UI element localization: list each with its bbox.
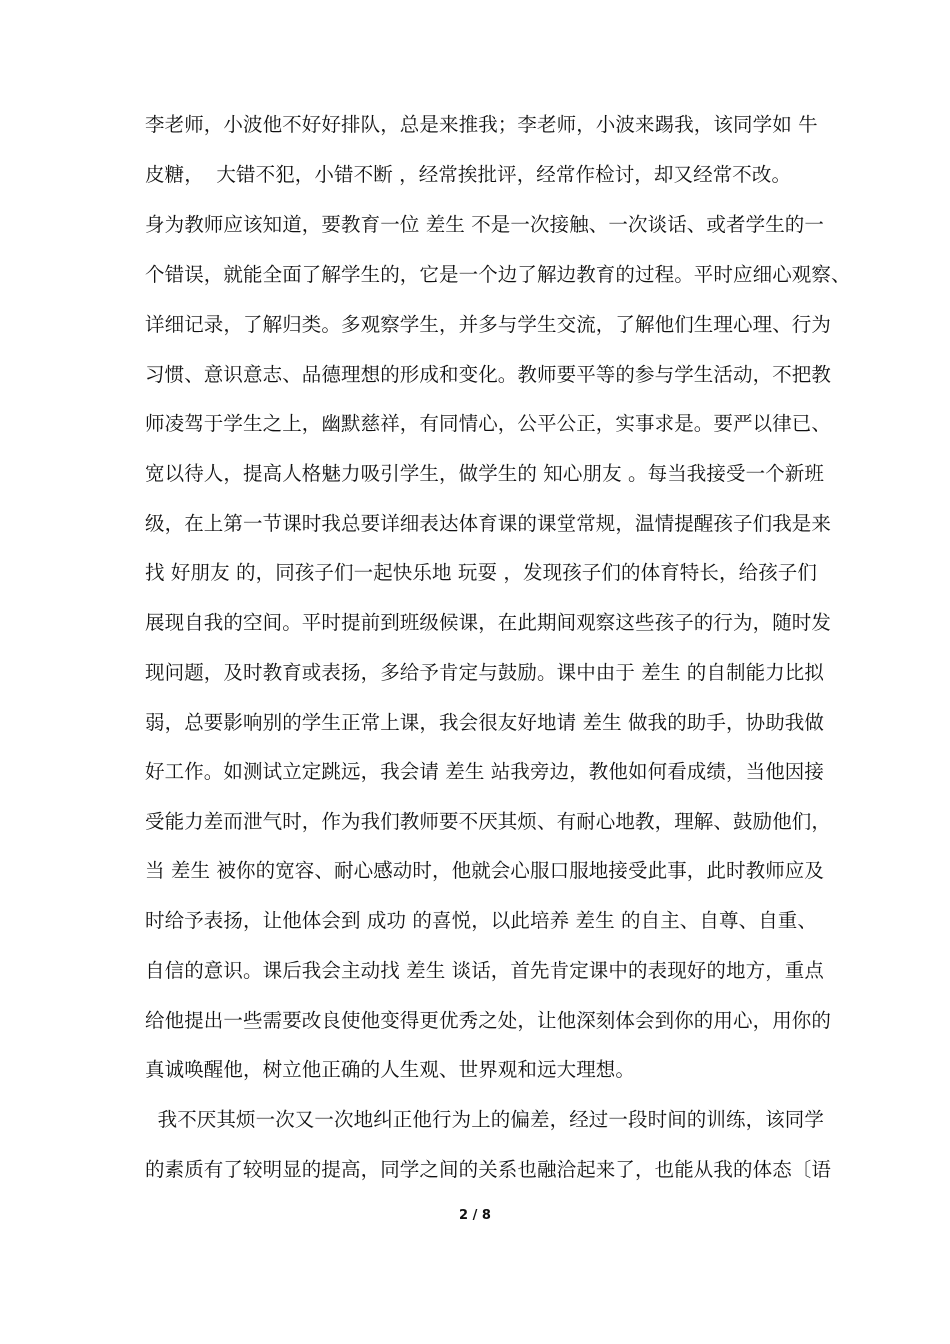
text-line: 自信的意识。课后我会主动找 差生 谈话，首先肯定课中的表现好的地方，重点 xyxy=(145,959,824,982)
text-line: 弱，总要影响别的学生正常上课，我会很友好地请 差生 做我的助手，协助我做 xyxy=(145,711,824,734)
text-line: 师凌驾于学生之上，幽默慈祥，有同情心，公平公正，实事求是。要严以律已、 xyxy=(145,412,832,435)
text-line: 真诚唤醒他，树立他正确的人生观、世界观和远大理想。 xyxy=(145,1058,636,1081)
text-line: 个错误，就能全面了解学生的，它是一个边了解边教育的过程。平时应细心观察、 xyxy=(145,263,851,286)
page-number: 2 / 8 xyxy=(459,1208,491,1223)
text-line: 我不厌其烦一次又一次地纠正他行为上的偏差，经过一段时间的训练，该同学 xyxy=(145,1108,824,1131)
text-line: 的素质有了较明显的提高，同学之间的关系也融洽起来了，也能从我的体态〔语 xyxy=(145,1158,832,1181)
text-line: 习惯、意识意志、品德理想的形成和变化。教师要平等的参与学生活动，不把教 xyxy=(145,363,832,386)
text-line: 现问题，及时教育或表扬，多给予肯定与鼓励。课中由于 差生 的自制能力比拟 xyxy=(145,661,824,684)
text-line: 好工作。如测试立定跳远，我会请 差生 站我旁边，教他如何看成绩，当他因接 xyxy=(145,760,824,783)
text-line: 展现自我的空间。平时提前到班级候课，在此期间观察这些孩子的行为，随时发 xyxy=(145,611,832,634)
text-line: 受能力差而泄气时，作为我们教师要不厌其烦、有耐心地教，理解、鼓励他们， xyxy=(145,810,832,833)
text-line: 时给予表扬，让他体会到 成功 的喜悦，以此培养 差生 的自主、自尊、自重、 xyxy=(145,909,817,932)
text-line: 给他提出一些需要改良使他变得更优秀之处，让他深刻体会到你的用心，用你的 xyxy=(145,1009,832,1032)
text-line: 宽以待人，提高人格魅力吸引学生，做学生的 知心朋友 。每当我接受一个新班 xyxy=(145,462,824,485)
text-line: 级，在上第一节课时我总要详细表达体育课的课堂常规，温情提醒孩子们我是来 xyxy=(145,512,832,535)
text-line: 找 好朋友 的，同孩子们一起快乐地 玩耍 ，发现孩子们的体育特长，给孩子们 xyxy=(145,561,817,584)
text-line: 身为教师应该知道，要教育一位 差生 不是一次接触、一次谈话、或者学生的一 xyxy=(145,213,824,236)
text-line: 当 差生 被你的宽容、耐心感动时，他就会心服口服地接受此事，此时教师应及 xyxy=(145,859,824,882)
text-line: 皮糖， 大错不犯，小错不断 ，经常挨批评，经常作检讨，却又经常不改。 xyxy=(145,163,792,186)
text-line: 李老师，小波他不好好排队，总是来推我；李老师，小波来踢我，该同学如 牛 xyxy=(145,113,818,136)
text-line: 详细记录，了解归类。多观察学生，并多与学生交流，了解他们生理心理、行为 xyxy=(145,313,832,336)
